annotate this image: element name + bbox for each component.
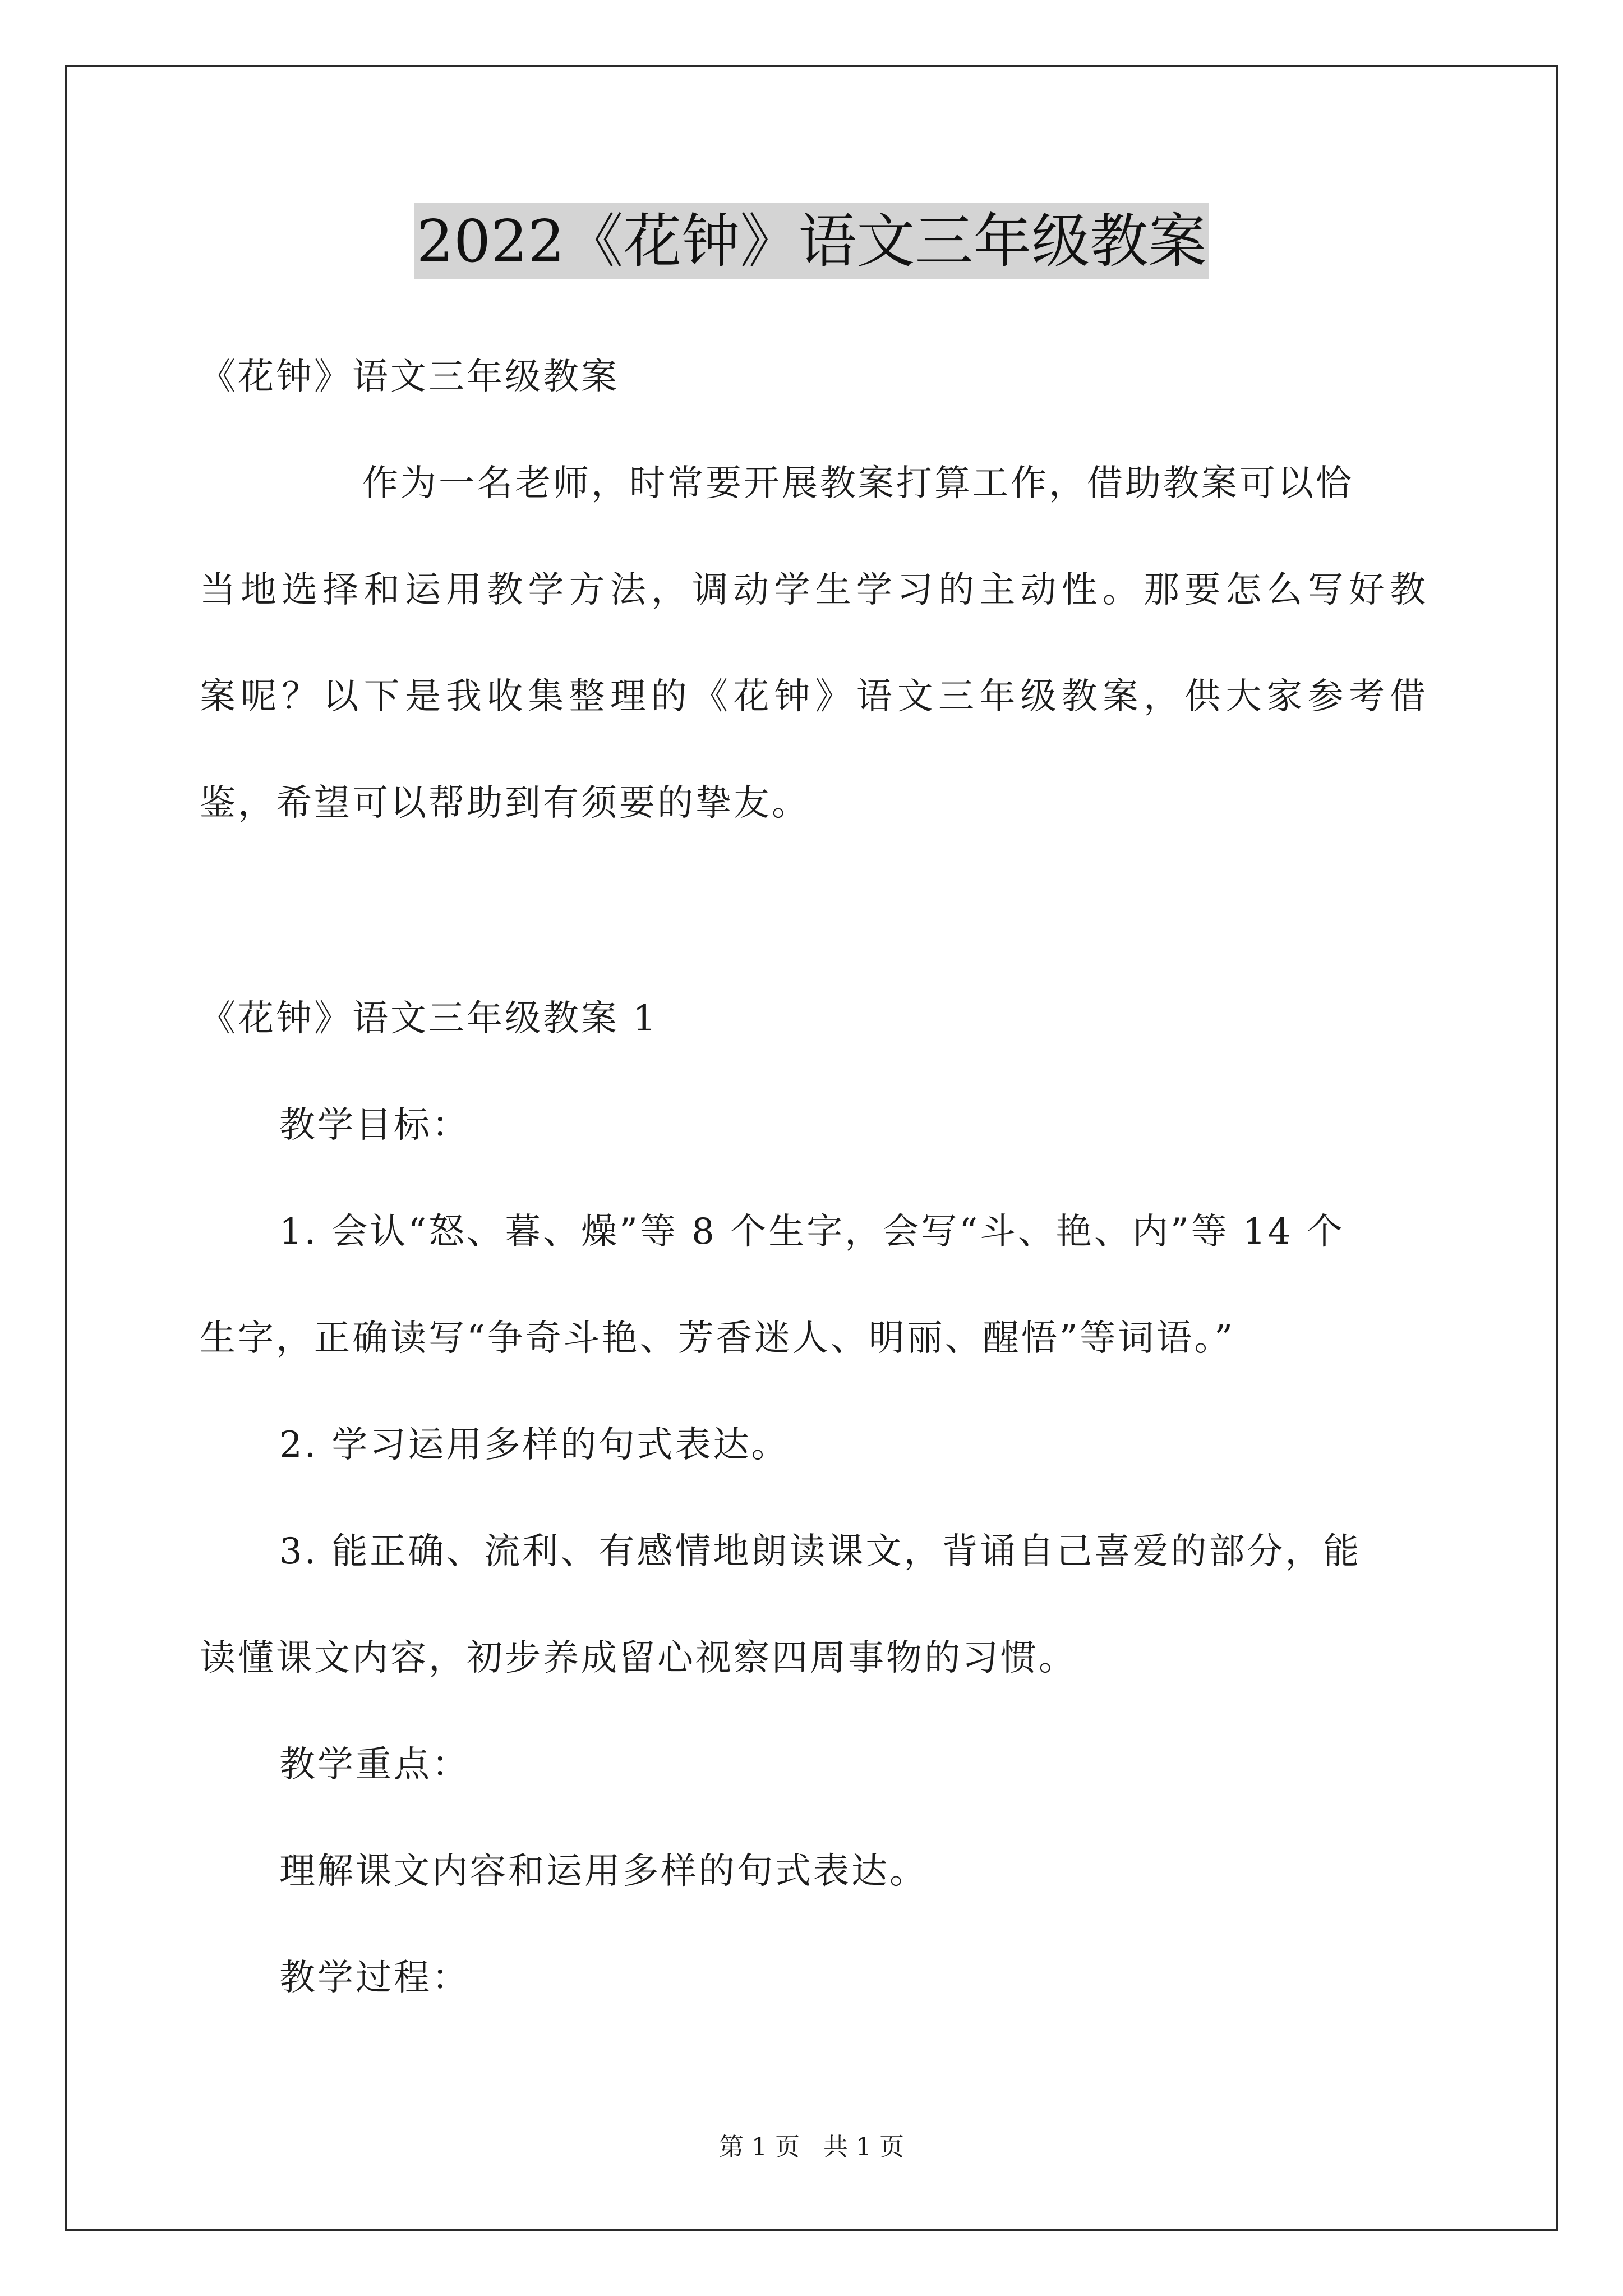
objective-1-line-1: 1. 会认“怒、暮、燥”等 8 个生字，会写“斗、艳、内”等 14 个 xyxy=(279,1211,1345,1253)
keypoints-text: 理解课文内容和运用多样的句式表达。 xyxy=(279,1851,928,1892)
document-subtitle: 《花钟》语文三年级教案 xyxy=(200,356,619,398)
page-number-total: 共 1 页 xyxy=(823,2133,904,2161)
objective-3-line-2: 读懂课文内容，初步养成留心视察四周事物的习惯。 xyxy=(200,1637,1077,1679)
objectives-label: 教学目标： xyxy=(279,1105,470,1146)
section-heading: 《花钟》语文三年级教案 1 xyxy=(200,998,658,1039)
intro-line-2: 当地选择和运用教学方法，调动学生学习的主动性。那要怎么写好教 xyxy=(200,569,1428,611)
intro-line-4: 鉴，希望可以帮助到有须要的挚友。 xyxy=(200,783,810,824)
title-container xyxy=(0,203,1623,279)
intro-line-1: 作为一名老师，时常要开展教案打算工作，借助教案可以恰 xyxy=(362,463,1354,504)
process-label: 教学过程： xyxy=(279,1957,470,1999)
keypoints-label: 教学重点： xyxy=(279,1744,470,1786)
intro-line-3: 案呢？以下是我收集整理的《花钟》语文三年级教案，供大家参考借 xyxy=(200,676,1428,717)
page-number-current: 第 1 页 xyxy=(719,2133,800,2161)
objective-1-line-2: 生字，正确读写“争奇斗艳、芳香迷人、明丽、醒悟”等词语。” xyxy=(200,1318,1235,1359)
document-title: 2022《花钟》语文三年级教案 xyxy=(414,203,1209,279)
page-footer xyxy=(0,2132,1623,2163)
objective-2: 2. 学习运用多样的句式表达。 xyxy=(279,1424,790,1466)
objective-3-line-1: 3. 能正确、流利、有感情地朗读课文，背诵自己喜爱的部分，能 xyxy=(279,1531,1362,1572)
